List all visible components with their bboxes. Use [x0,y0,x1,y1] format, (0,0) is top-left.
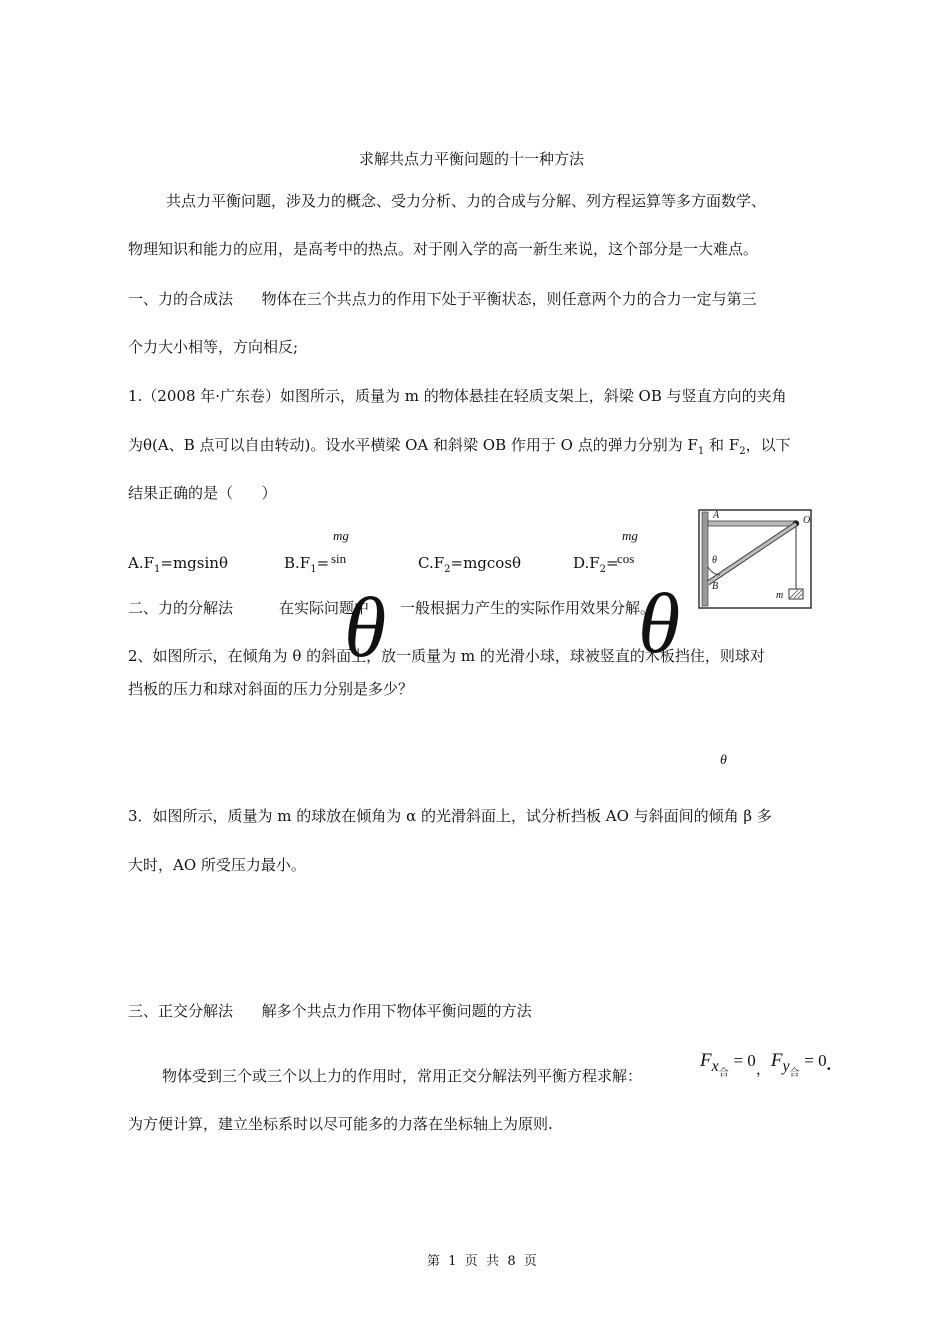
section2-text-b: 一般根据力产生的实际作用效果分解。 [400,599,656,617]
q3-line-1: 3．如图所示，质量为 m 的球放在倾角为 α 的光滑斜面上，试分析挡板 AO 与斜面间的倾角 β 多 [128,807,772,825]
q2-line-2: 挡板的压力和球对斜面的压力分别是多少？ [128,680,414,698]
option-b-numerator: mg [333,528,349,543]
figure-label-a: A [713,510,720,521]
section3-heading: 三、正交分解法 解多个共点力作用下物体平衡问题的方法 [128,1002,532,1020]
section2-text-a: 在实际问题中 [279,599,370,617]
figure-label-b: B [712,581,719,592]
figure-label-m: m [776,590,784,601]
section1-line-1: 一、力的合成法 物体在三个共点力的作用下处于平衡状态，则任意两个力的合力一定与第三 [128,290,757,308]
equilibrium-equation: $F_{x合} = 0_,F_{y合} = 0$. [700,1050,831,1079]
intro-line-2: 物理知识和能力的应用，是高考中的热点。对于刚入学的高一新生来说，这个部分是一大难点。 [128,240,759,258]
option-d-numerator: mg [622,528,638,543]
q1-line-3: 结果正确的是（ ） [128,484,277,502]
option-c: $C.F_2=mgcos\theta$ [418,554,522,575]
option-a: $A.F_1=mgsin\theta$ [128,554,228,575]
section3-line-2: 为方便计算，建立坐标系时以尽可能多的力落在坐标轴上为原则. [128,1115,553,1133]
q2-line-1: 2、如图所示，在倾角为 θ 的斜面上，放一质量为 m 的光滑小球，球被竖直的木板挡住，则球对 [128,647,765,665]
page-footer: 第 1 页 共 8 页 [427,1254,537,1269]
option-b: $B.F_1=$ [284,554,330,575]
theta-glyph-2: θ [638,575,681,671]
q1-line-2: 为θ(A、B 点可以自由转动)。设水平横梁 OA 和斜梁 OB 作用于 O 点的弹力分别为 $F_1$ 和 $F_2$，以下 [128,436,791,457]
section2-heading: 二、力的分解法 [128,599,234,617]
q3-line-2: 大时，AO 所受压力最小。 [128,856,306,874]
section1-line-2: 个力大小相等，方向相反; [128,338,299,356]
option-d: $D.F_2=$ [573,554,619,575]
page-title: 求解共点力平衡问题的十一种方法 [359,150,585,168]
figure-label-o: O [803,515,811,526]
option-b-denominator: sin [331,551,347,566]
figure-label-theta: θ [712,555,717,566]
intro-line-1: 共点力平衡问题，涉及力的概念、受力分析、力的合成与分解、列方程运算等多方面数学、 [166,192,767,210]
section3-line-1: 物体受到三个或三个以上力的作用时，常用正交分解法列平衡方程求解： [162,1067,643,1085]
q2-theta-label: θ [720,753,727,768]
q1-line-1: 1.（2008 年·广东卷）如图所示，质量为 m 的物体悬挂在轻质支架上，斜梁 OB 与竖直方向的夹角 [128,387,787,405]
option-d-denominator: cos [617,551,635,566]
theta-glyph-1: θ [344,579,387,675]
